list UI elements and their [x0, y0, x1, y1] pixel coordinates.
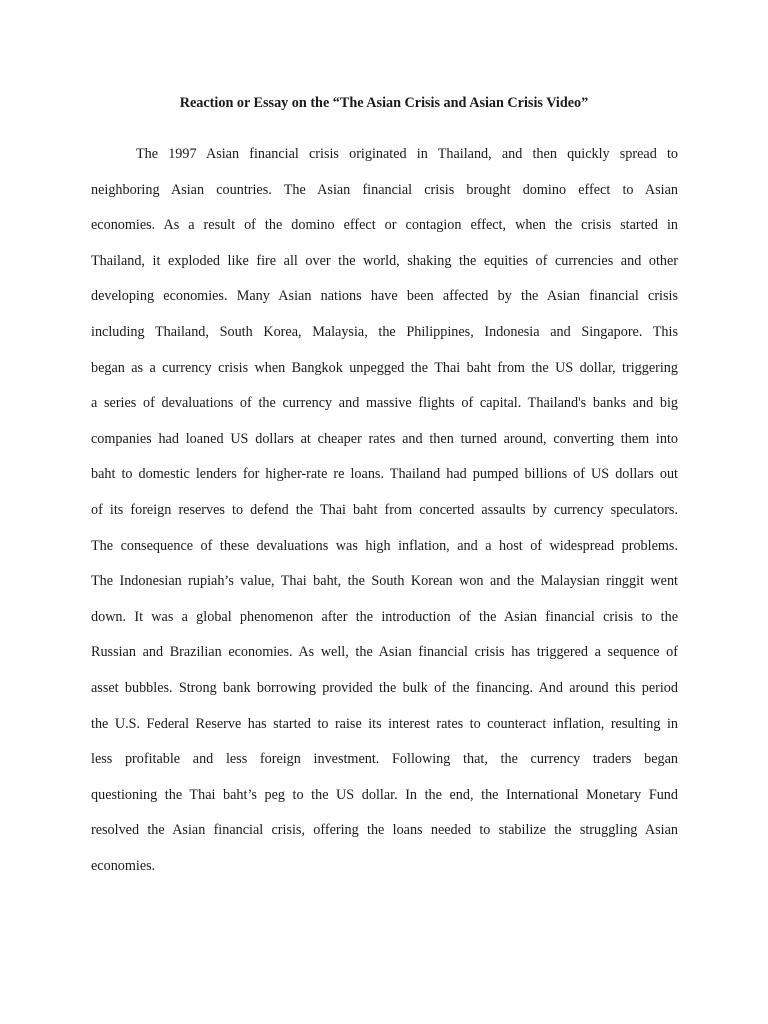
paragraph-line: Russian and Brazilian economies. As well, the Asian financial crisis has triggered a sequence of — [91, 644, 678, 661]
paragraph-line: Thailand, it exploded like fire all over the world, shaking the equities of currencies and other — [91, 252, 678, 269]
paragraph-line: less profitable and less foreign investment. Following that, the currency traders began — [91, 751, 678, 768]
paragraph-line: economies. As a result of the domino effect or contagion effect, when the crisis started in — [91, 217, 678, 234]
paragraph-line: The Indonesian rupiah’s value, Thai baht, the South Korean won and the Malaysian ringgit went — [91, 573, 678, 590]
paragraph-line: resolved the Asian financial crisis, offering the loans needed to stabilize the struggling Asian — [91, 822, 678, 839]
paragraph-line: The 1997 Asian financial crisis originated in Thailand, and then quickly spread to — [136, 146, 678, 162]
paragraph-line: of its foreign reserves to defend the Thai baht from concerted assaults by currency speculators. — [91, 501, 678, 518]
paragraph-line: The consequence of these devaluations was high inflation, and a host of widespread problems. — [91, 537, 678, 554]
paragraph-line: a series of devaluations of the currency and massive flights of capital. Thailand's banks and big — [91, 395, 678, 412]
paragraph-line: developing economies. Many Asian nations have been affected by the Asian financial crisis — [91, 288, 678, 305]
paragraph-line: questioning the Thai baht’s peg to the US dollar. In the end, the International Monetary Fund — [91, 786, 678, 803]
paragraph-line: baht to domestic lenders for higher-rate re loans. Thailand had pumped billions of US dollars out — [91, 466, 678, 483]
paragraph-line: began as a currency crisis when Bangkok unpegged the Thai baht from the US dollar, triggering — [91, 359, 678, 376]
paragraph-line: economies. — [91, 857, 156, 874]
essay-paragraph — [91, 137, 678, 884]
paragraph-line: the U.S. Federal Reserve has started to raise its interest rates to counteract inflation, resulting in — [91, 715, 678, 732]
document-title: Reaction or Essay on the “The Asian Crisis and Asian Crisis Video” — [179, 95, 589, 111]
paragraph-line: companies had loaned US dollars at cheaper rates and then turned around, converting them into — [91, 430, 678, 447]
paragraph-line: including Thailand, South Korea, Malaysia, the Philippines, Indonesia and Singapore. This — [91, 323, 678, 340]
paragraph-line: down. It was a global phenomenon after the introduction of the Asian financial crisis to the — [91, 608, 678, 625]
paragraph-line: asset bubbles. Strong bank borrowing provided the bulk of the financing. And around this period — [91, 679, 678, 696]
paragraph-line: neighboring Asian countries. The Asian financial crisis brought domino effect to Asian — [91, 181, 678, 198]
